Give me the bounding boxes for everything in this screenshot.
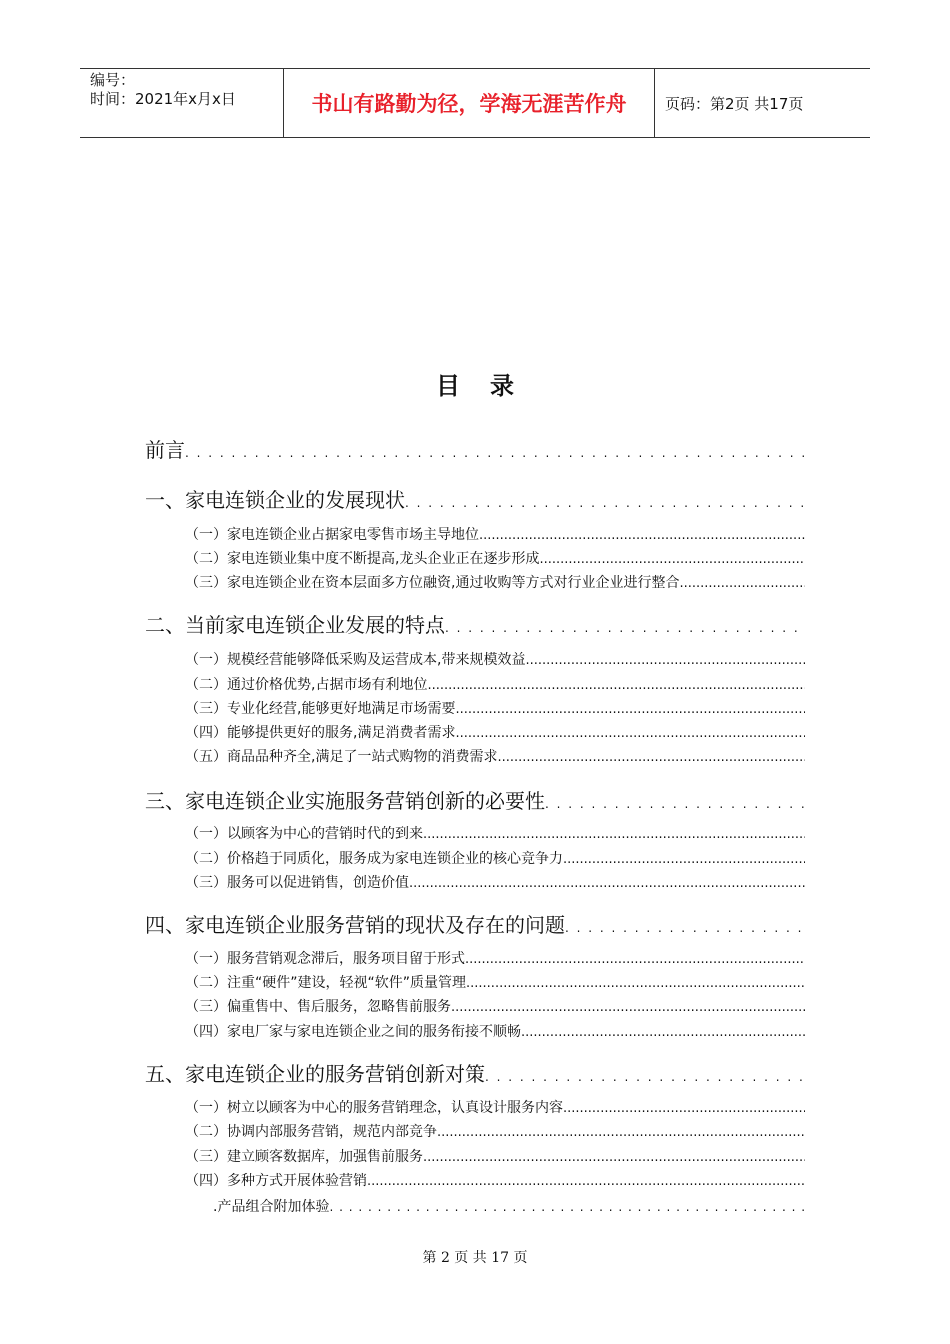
toc-dot-leader	[497, 749, 805, 765]
toc-entry[interactable]	[185, 698, 805, 718]
toc-entry[interactable]	[213, 1196, 805, 1216]
toc-entry[interactable]	[185, 674, 805, 694]
toc-entry-text: 一、家电连锁企业的发展现状	[145, 488, 405, 512]
toc-entry-text: （四）多种方式开展体验营销	[185, 1173, 367, 1189]
toc-entry[interactable]	[145, 909, 805, 938]
toc-entry-text: （三）偏重售中、售后服务，忽略售前服务	[185, 999, 451, 1015]
toc-entry[interactable]	[145, 609, 805, 638]
toc-entry[interactable]	[185, 996, 805, 1016]
toc-dot-leader	[466, 975, 805, 991]
toc-entry[interactable]	[185, 649, 805, 669]
toc-entry[interactable]	[185, 1121, 805, 1141]
toc-dot-leader	[437, 1124, 805, 1140]
toc-dot-leader	[455, 725, 805, 741]
header-motto: 书山有路勤为径，学海无涯苦作舟	[283, 69, 655, 137]
toc-entry[interactable]	[185, 1097, 805, 1117]
toc-dot-leader	[427, 677, 805, 693]
toc-dot-leader	[445, 613, 805, 637]
toc-entry[interactable]	[185, 848, 805, 868]
toc-dot-leader	[521, 1024, 805, 1040]
toc-dot-leader	[563, 851, 805, 867]
toc-entry-text: （四）能够提供更好的服务,满足消费者需求	[185, 725, 456, 741]
toc-entry-text: （一）规模经营能够降低采购及运营成本,带来规模效益	[185, 652, 526, 668]
toc-dot-leader	[455, 701, 805, 717]
toc-entry-text: 二、当前家电连锁企业发展的特点	[145, 613, 445, 637]
toc-entry-text: （一）树立以顾客为中心的服务营销理念，认真设计服务内容	[185, 1100, 563, 1116]
toc-entry[interactable]	[185, 972, 805, 992]
toc-dot-leader	[485, 1062, 805, 1086]
toc-entry-text: .产品组合附加体验	[213, 1199, 330, 1215]
toc-entry[interactable]	[185, 823, 805, 843]
toc-dot-leader	[525, 652, 805, 668]
toc-entry-text: （一）以顾客为中心的营销时代的到来	[185, 826, 423, 842]
toc-dot-leader	[539, 551, 805, 567]
toc-entry-text: （二）协调内部服务营销，规范内部竞争	[185, 1124, 437, 1140]
time-label: 时间：2021年x月x日	[90, 90, 236, 108]
toc-entry[interactable]	[145, 484, 805, 513]
toc-dot-leader	[367, 1173, 805, 1189]
toc-entry[interactable]	[185, 722, 805, 742]
toc-entry-text: （三）专业化经营,能够更好地满足市场需要	[185, 701, 456, 717]
toc-dot-leader	[479, 527, 805, 543]
toc-dot-leader	[451, 999, 805, 1015]
toc-entry-text: （二）注重“硬件”建设，轻视“软件”质量管理	[185, 975, 467, 991]
toc-entry-text: （五）商品品种齐全,满足了一站式购物的消费需求	[185, 749, 498, 765]
toc-entry-text: （二）价格趋于同质化，服务成为家电连锁企业的核心竞争力	[185, 851, 563, 867]
toc-entry-text: （一）服务营销观念滞后，服务项目留于形式	[185, 951, 465, 967]
toc-dot-leader	[405, 488, 805, 512]
toc-entry[interactable]	[185, 746, 805, 766]
toc-entry-text: （二）通过价格优势,占据市场有利地位	[185, 677, 428, 693]
header-meta	[80, 69, 283, 137]
toc-dot-leader	[465, 951, 805, 967]
toc-entry[interactable]	[145, 1058, 805, 1087]
toc-entry[interactable]	[185, 572, 805, 592]
toc-entry-text: （二）家电连锁业集中度不断提高,龙头企业正在逐步形成	[185, 551, 540, 567]
toc-title: 目录	[436, 372, 544, 400]
header-page-info: 页码：第2页 共17页	[665, 94, 804, 113]
toc-dot-leader	[185, 438, 805, 462]
toc-entry[interactable]	[185, 872, 805, 892]
toc-dot-leader	[679, 575, 805, 591]
toc-entry-text: 三、家电连锁企业实施服务营销创新的必要性	[145, 789, 545, 813]
toc-entry-text: 五、家电连锁企业的服务营销创新对策	[145, 1062, 485, 1086]
toc-dot-leader	[565, 913, 805, 937]
toc-entry-text: （四）家电厂家与家电连锁企业之间的服务衔接不顺畅	[185, 1024, 521, 1040]
toc-dot-leader	[423, 826, 805, 842]
toc-entry-text: 四、家电连锁企业服务营销的现状及存在的问题	[145, 913, 565, 937]
toc-dot-leader	[329, 1199, 805, 1215]
toc-entry[interactable]	[145, 434, 805, 463]
page-header	[80, 68, 870, 138]
toc-entry[interactable]	[185, 1021, 805, 1041]
number-label: 编号：	[90, 71, 136, 89]
page-footer: 第 2 页 共 17 页	[422, 1250, 528, 1266]
toc-entry-text: （三）服务可以促进销售，创造价值	[185, 875, 409, 891]
toc-entry[interactable]	[185, 948, 805, 968]
toc-entry-text: （三）家电连锁企业在资本层面多方位融资,通过收购等方式对行业企业进行整合	[185, 575, 680, 591]
toc-entry[interactable]	[185, 548, 805, 568]
toc-entry[interactable]	[185, 524, 805, 544]
toc-entry[interactable]	[145, 785, 805, 814]
toc-dot-leader	[563, 1100, 805, 1116]
toc-dot-leader	[423, 1149, 805, 1165]
toc-entry[interactable]	[185, 1146, 805, 1166]
toc-entry-text: 前言	[145, 438, 185, 462]
toc-entry-text: （一）家电连锁企业占据家电零售市场主导地位	[185, 527, 479, 543]
toc-dot-leader	[545, 789, 805, 813]
toc-dot-leader	[409, 875, 805, 891]
toc-entry-text: （三）建立顾客数据库，加强售前服务	[185, 1149, 423, 1165]
toc-entry[interactable]	[185, 1170, 805, 1190]
